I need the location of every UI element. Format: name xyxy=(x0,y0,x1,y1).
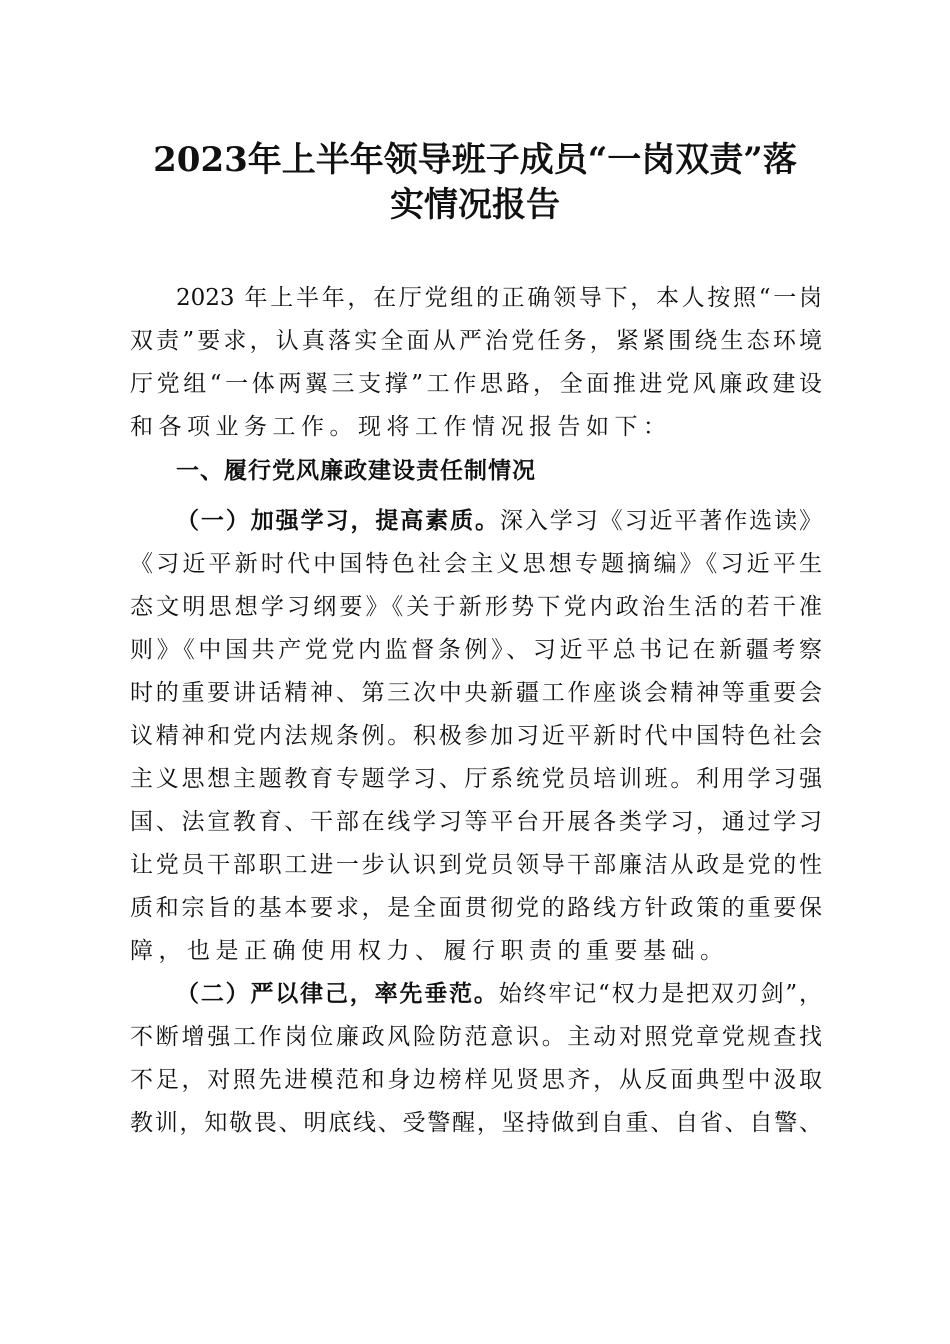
body-line: 态文明思想学习纲要》《关于新形势下党内政治生活的若干准 xyxy=(130,594,822,620)
body-line: 教训，知敬畏、明底线、受警醒，坚持做到自重、自省、自警、 xyxy=(130,1110,822,1136)
body-line: 让党员干部职工进一步认识到党员领导干部廉洁从政是党的性 xyxy=(130,852,822,878)
body-line: 则》《中国共产党党内监督条例》、习近平总书记在新疆考察 xyxy=(130,637,822,663)
body-line: 不断增强工作岗位廉政风险防范意识。主动对照党章党规查找 xyxy=(130,1024,822,1050)
document-title-line-2: 实情况报告 xyxy=(390,185,560,225)
subsection-1-first-line xyxy=(176,506,822,536)
body-line: 议精神和党内法规条例。积极参加习近平新时代中国特色社会 xyxy=(130,723,822,749)
body-line: 不足，对照先进模范和身边榜样见贤思齐，从反面典型中汲取 xyxy=(130,1067,822,1093)
subsection-1-lead: （一）加强学习，提高素质。 xyxy=(176,507,500,534)
intro-line: 厅党组“一体两翼三支撑”工作思路，全面推进党风廉政建设 xyxy=(130,371,822,397)
body-line: 质和宗旨的基本要求，是全面贯彻党的路线方针政策的重要保 xyxy=(130,895,822,921)
subsection-1-text: 深入学习《习近平著作选读》 xyxy=(499,508,823,534)
subsection-2-lead: （二）严以律己，率先垂范。 xyxy=(176,980,499,1007)
body-line: 国、法宣教育、干部在线学习等平台开展各类学习，通过学习 xyxy=(130,809,822,835)
body-line: 主义思想主题教育专题学习、厅系统党员培训班。利用学习强 xyxy=(130,766,822,792)
body-line: 障，也是正确使用权力、履行职责的重要基础。 xyxy=(130,938,729,964)
body-line: 《习近平新时代中国特色社会主义思想专题摘编》《习近平生 xyxy=(130,551,822,577)
section-heading: 一、履行党风廉政建设责任制情况 xyxy=(176,457,536,484)
subsection-2-text: 始终牢记“权力是把双刃剑”， xyxy=(498,981,822,1007)
intro-line: 和各项业务工作。现将工作情况报告如下： xyxy=(130,414,672,440)
subsection-2-first-line xyxy=(176,979,822,1009)
intro-line: 2023 年上半年，在厅党组的正确领导下，本人按照“一岗 xyxy=(176,285,822,311)
document-title-line-1: 2023年上半年领导班子成员“一岗双责”落 xyxy=(153,140,797,180)
intro-line: 双责”要求，认真落实全面从严治党任务，紧紧围绕生态环境 xyxy=(130,328,822,354)
body-line: 时的重要讲话精神、第三次中央新疆工作座谈会精神等重要会 xyxy=(130,680,822,706)
